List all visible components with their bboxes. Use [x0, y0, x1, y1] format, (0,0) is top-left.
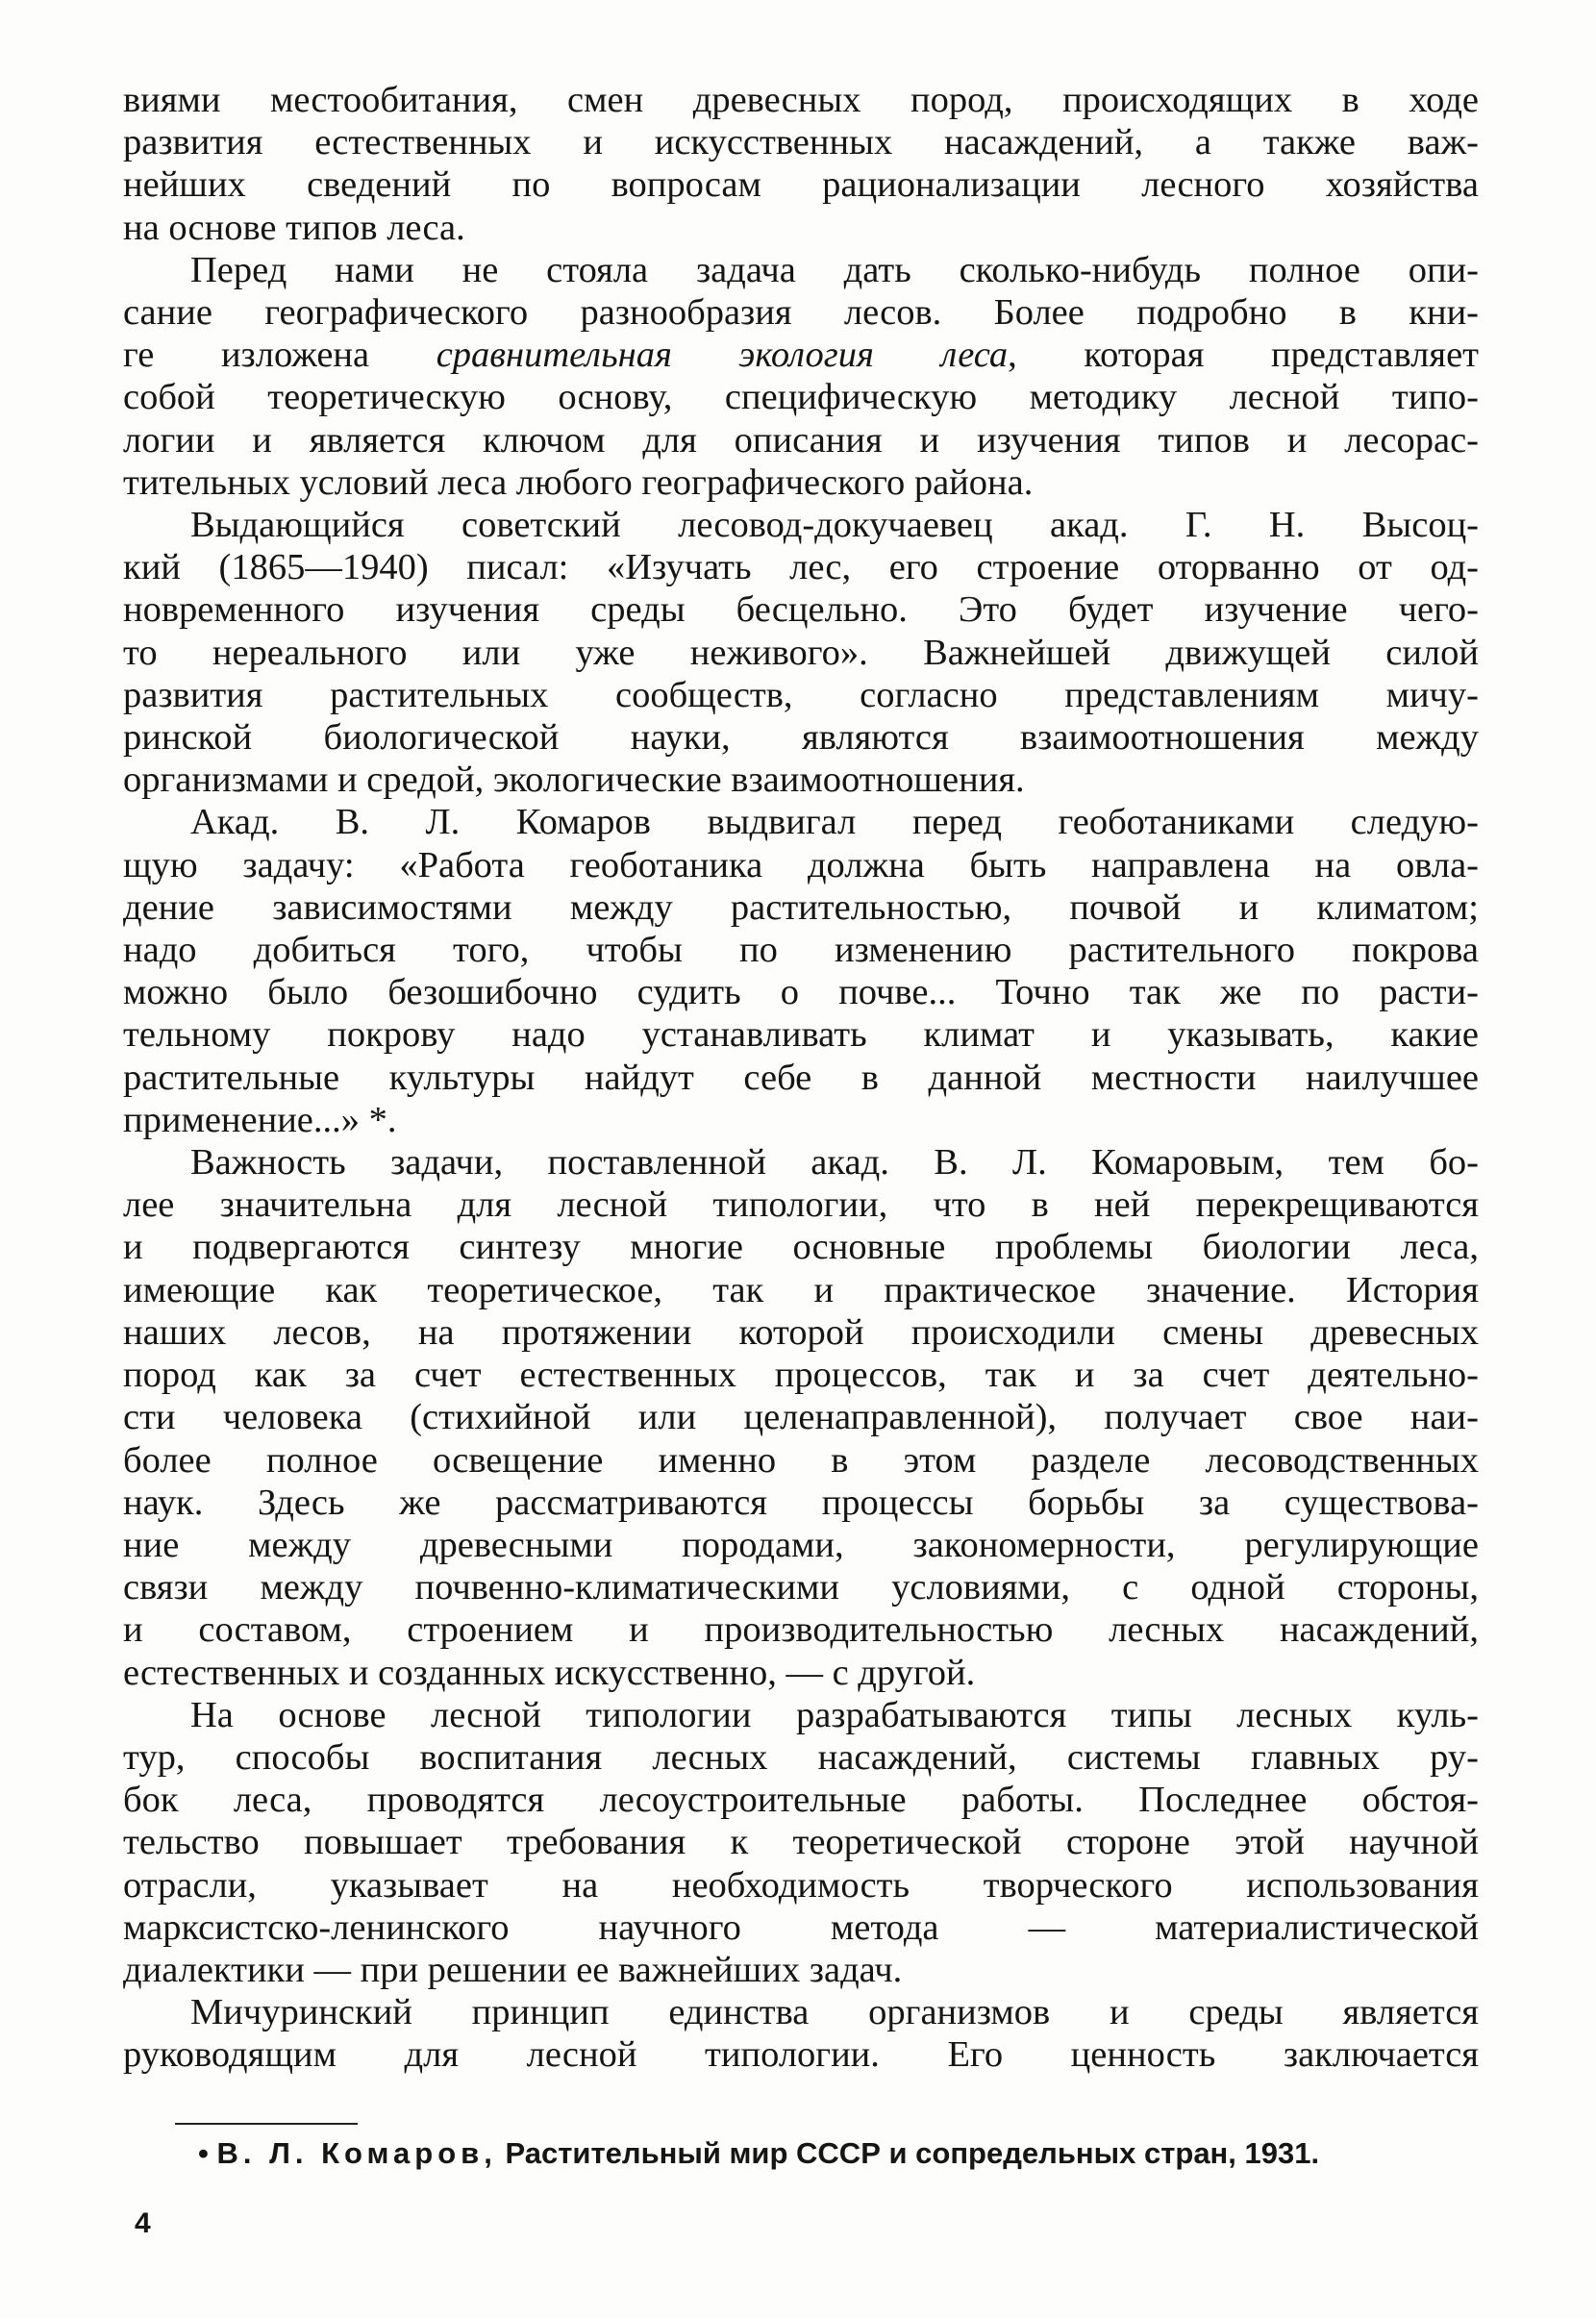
text-line: связи между почвенно-климатическими условиями, с одной стороны,: [123, 1567, 1479, 1608]
text-line: руководящим для лесной типологии. Его ценность заключается: [123, 2034, 1479, 2076]
text-line: растительные культуры найдут себе в данной местности наилучшее: [123, 1057, 1479, 1098]
paragraph: [123, 1141, 1479, 1694]
footnote: [198, 2136, 1319, 2171]
paragraph: [123, 801, 1479, 1141]
text-line: на основе типов леса.: [123, 207, 465, 248]
paragraph: [123, 1991, 1479, 2076]
text-line: ние между древесными породами, закономерности, регулирующие: [123, 1524, 1479, 1565]
text-line: нейших сведений по вопросам рационализации лесного хозяйства: [123, 164, 1479, 206]
text-line: На основе лесной типологии разрабатываются типы лесных куль-: [190, 1694, 1479, 1735]
text-line: ринской биологической науки, являются взаимоотношения между: [123, 717, 1479, 759]
text-line: тительных условий леса любого географического района.: [123, 461, 1034, 503]
paragraph: [123, 249, 1479, 504]
text-line: Выдающийся советский лесовод-докучаевец акад. Г. Н. Высоц-: [190, 505, 1479, 546]
text-line: имеющие как теоретическое, так и практическое значение. История: [123, 1269, 1479, 1310]
text-line: диалектики — при решении ее важнейших задач.: [123, 1949, 903, 1990]
italic-phrase: сравнительная экология леса: [436, 335, 1009, 376]
text-line: щую задачу: «Работа геоботаника должна быть направлена на овла-: [123, 844, 1479, 885]
text-line: марксистско-ленинского научного метода — материалистической: [123, 1907, 1479, 1948]
footnote-author: В. Л. Комаров,: [216, 2136, 497, 2170]
text-line: и составом, строением и производительностью лесных насаждений,: [123, 1609, 1479, 1651]
text-line: наших лесов, на протяжении которой происходили смены древесных: [123, 1311, 1479, 1353]
text-line: применение...» *.: [123, 1099, 397, 1140]
body-text: [123, 79, 1479, 2077]
text-line: Акад. В. Л. Комаров выдвигал перед геоботаниками следую-: [190, 802, 1479, 843]
text-line: тельному покрову надо устанавливать климат и указывать, какие: [123, 1014, 1479, 1056]
text-line: сание географического разнообразия лесов. Более подробно в кни-: [123, 292, 1479, 334]
text-line: лее значительна для лесной типологии, что в ней перекрещиваются: [123, 1184, 1479, 1226]
text-line: развития растительных сообществ, согласно представлениям мичу-: [123, 674, 1479, 715]
text-line: организмами и средой, экологические взаимоотношения.: [123, 760, 1025, 801]
footnote-marker: •: [198, 2136, 209, 2170]
text-line: развития естественных и искусственных насаждений, а также важ-: [123, 122, 1479, 163]
text-line: и подвергаются синтезу многие основные проблемы биологии леса,: [123, 1227, 1479, 1268]
footnote-rule: [175, 2123, 358, 2125]
text-line: пород как за счет естественных процессов, так и за счет деятельно-: [123, 1355, 1479, 1396]
text-line: сти человека (стихийной или целенаправленной), получает свое наи-: [123, 1397, 1479, 1438]
text-line: Мичуринский принцип единства организмов и среды является: [190, 1992, 1479, 2033]
text-line: естественных и созданных искусственно, — с другой.: [123, 1652, 976, 1693]
text-line: можно было безошибочно судить о почве... Точно так же по расти-: [123, 972, 1479, 1013]
paragraph: [123, 504, 1479, 801]
text-line: то нереального или уже неживого». Важнейшей движущей силой: [123, 632, 1479, 673]
paragraph: [123, 1694, 1479, 1991]
page-number: 4: [135, 2207, 151, 2239]
text-line: кий (1865—1940) писал: «Изучать лес, его строение оторванно от од-: [123, 547, 1479, 588]
text-line: отрасли, указывает на необходимость творческого использования: [123, 1864, 1479, 1906]
text-line: логии и является ключом для описания и изучения типов и лесорас-: [123, 419, 1479, 461]
text-line: собой теоретическую основу, специфическую методику лесной типо-: [123, 377, 1479, 418]
text-line: надо добиться того, чтобы по изменению растительного покрова: [123, 930, 1479, 971]
text-line: виями местообитания, смен древесных пород, происходящих в ходе: [123, 80, 1479, 120]
text-line: ге изложена сравнительная экология леса, которая представляет: [123, 335, 1480, 376]
paragraph: [123, 79, 1479, 249]
text-line: тельство повышает требования к теоретической стороне этой научной: [123, 1822, 1479, 1863]
text-line: более полное освещение именно в этом разделе лесоводственных: [123, 1439, 1479, 1481]
text-line: тур, способы воспитания лесных насаждений, системы главных ру-: [123, 1736, 1479, 1778]
text-line: дение зависимостями между растительностью, почвой и климатом;: [123, 886, 1479, 928]
text-line: наук. Здесь же рассматриваются процессы борьбы за существова-: [123, 1482, 1479, 1523]
text-line: новременного изучения среды бесцельно. Это будет изучение чего-: [123, 589, 1479, 631]
text-line: Важность задачи, поставленной акад. В. Л. Комаровым, тем бо-: [190, 1142, 1479, 1184]
text-line: бок леса, проводятся лесоустроительные работы. Последнее обстоя-: [123, 1780, 1479, 1821]
footnote-text: Растительный мир СССР и сопредельных стран, 1931.: [505, 2136, 1320, 2170]
text-line: Перед нами не стояла задача дать сколько-нибудь полное опи-: [190, 249, 1479, 290]
